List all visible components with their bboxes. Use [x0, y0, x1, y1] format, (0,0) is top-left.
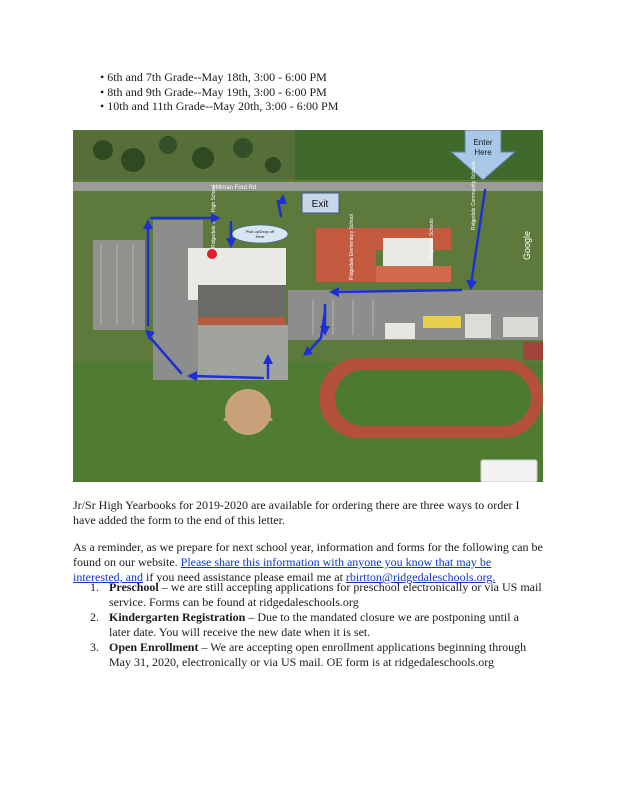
- building-label: Ridgedale Elementary School: [349, 214, 355, 280]
- road-label: Hillman Ford Rd: [213, 185, 257, 191]
- pickup-label: Pick up/Drop off: [245, 229, 275, 234]
- list-number: 1.: [90, 580, 99, 594]
- reminder-paragraph: [73, 540, 543, 585]
- schedule-list: [100, 70, 338, 114]
- list-item-text: – we are still accepting applications for preschool electronically or via US mail service. Forms can be found at ridgedaleschools.org: [109, 580, 542, 609]
- list-item: [73, 610, 543, 639]
- reminder-intro: As a reminder, as we prepare for next school year, information and forms for the following can be found on our website.: [73, 540, 543, 569]
- campus-map: [73, 130, 543, 482]
- enter-label: Enter: [473, 138, 493, 147]
- reminder-middle: if you need assistance please email me at: [142, 570, 346, 584]
- schedule-item: • 8th and 9th Grade--May 19th, 3:00 - 6:00 PM: [100, 85, 338, 100]
- corner-box: [481, 460, 537, 482]
- list-number: 2.: [90, 610, 99, 624]
- list-item-text: – Due to the mandated closure we are postponing until a later date. You will receive the new date when it is set.: [109, 610, 519, 639]
- schedule-item: • 6th and 7th Grade--May 18th, 3:00 - 6:00 PM: [100, 70, 338, 85]
- list-item-title: Kindergarten Registration: [109, 610, 246, 624]
- google-watermark: Google: [522, 230, 532, 260]
- campus-map-svg: [73, 130, 543, 482]
- list-item-title: Open Enrollment: [109, 640, 199, 654]
- location-pin-icon: [207, 249, 217, 259]
- email-link[interactable]: rbirtton@ridgedaleschools.org.: [345, 570, 496, 584]
- yearbook-paragraph: Jr/Sr High Yearbooks for 2019-2020 are available for ordering there are three ways to order I have added the form to the end of this letter.: [73, 498, 520, 527]
- buses: [423, 316, 461, 328]
- exit-label: Exit: [311, 199, 329, 210]
- building-label: Ridgedale Community Schools: [471, 161, 477, 230]
- share-link[interactable]: Please share this information with anyone you know that may be interested, and: [73, 555, 492, 584]
- list-item: [73, 640, 543, 669]
- building-label: Ridgedale Schools: [429, 218, 435, 260]
- list-number: 3.: [90, 640, 99, 654]
- list-item: [73, 580, 543, 609]
- school-building-dark: [198, 285, 286, 317]
- list-item-text: – We are accepting open enrollment applications beginning through May 31, 2020, electronically or via US mail. OE form is at ridgedaleschools.org: [109, 640, 527, 669]
- enter-label-2: Here: [474, 148, 492, 157]
- list-item-title: Preschool: [109, 580, 159, 594]
- track-infield: [335, 370, 531, 426]
- forms-list: [73, 580, 543, 670]
- schedule-item: • 10th and 11th Grade--May 20th, 3:00 - 6:00 PM: [100, 99, 338, 114]
- pickup-label-2: Here: [255, 234, 265, 239]
